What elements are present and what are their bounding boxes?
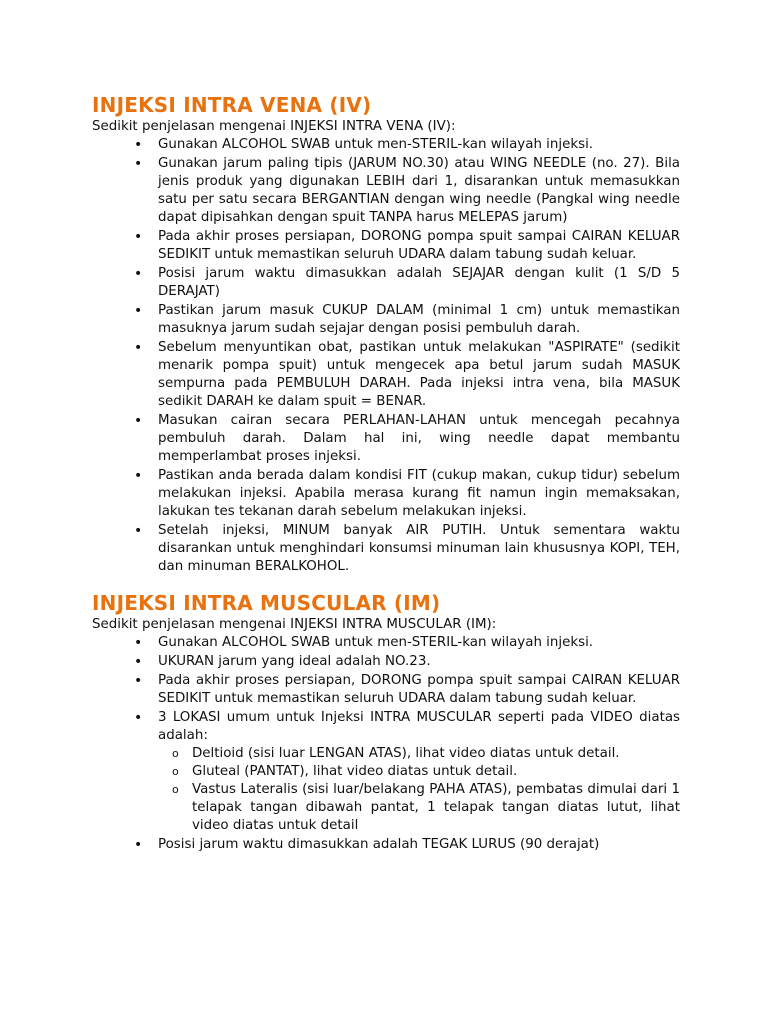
- list-item: [134, 709, 680, 835]
- section-heading: INJEKSI INTRA VENA (IV): [92, 93, 372, 117]
- list-item-text: Gunakan ALCOHOL SWAB untuk men-STERIL-kan wilayah injeksi.: [158, 137, 594, 152]
- list-item-text: Gunakan ALCOHOL SWAB untuk men-STERIL-kan wilayah injeksi.: [158, 635, 594, 650]
- bullet-icon: •: [134, 523, 143, 539]
- list-item: [134, 836, 680, 854]
- list-item: [134, 228, 680, 264]
- list-item: [134, 412, 680, 466]
- bullet-icon: •: [134, 413, 143, 429]
- list-item: [134, 136, 680, 154]
- list-item-text: Masukan cairan secara PERLAHAN-LAHAN untuk mencegah pecahnya pembuluh darah. Dalam hal ini, wing needle dapat membantu memperlambat proses injeksi.: [158, 413, 680, 464]
- bullet-list: [92, 634, 680, 854]
- list-item-text: Posisi jarum waktu dimasukkan adalah SEJAJAR dengan kulit (1 S/D 5 DERAJAT): [158, 266, 680, 299]
- document-page: [92, 92, 680, 855]
- bullet-icon: •: [134, 229, 143, 245]
- list-item: [134, 302, 680, 338]
- sub-list-item: [172, 763, 680, 781]
- section-intra-vena: [92, 92, 680, 576]
- bullet-icon: •: [134, 837, 143, 853]
- sub-list-item-text: Gluteal (PANTAT), lihat video diatas untuk detail.: [192, 764, 518, 779]
- bullet-icon: •: [134, 137, 143, 153]
- circle-bullet-icon: o: [172, 747, 179, 760]
- list-item: [134, 672, 680, 708]
- circle-bullet-icon: o: [172, 783, 179, 796]
- bullet-icon: •: [134, 303, 143, 319]
- list-item-text: Gunakan jarum paling tipis (JARUM NO.30) atau WING NEEDLE (no. 27). Bila jenis produk yang digunakan LEBIH dari 1, disarankan untuk memasukkan satu per satu secara BERGANTIAN dengan wing needle (Pangkal wing needle dapat dipisahkan dengan spuit TANPA harus MELEPAS jarum): [158, 156, 680, 225]
- list-item: [134, 339, 680, 411]
- sub-bullet-list: [158, 745, 680, 835]
- list-item: [134, 653, 680, 671]
- list-item-text: Pada akhir proses persiapan, DORONG pompa spuit sampai CAIRAN KELUAR SEDIKIT untuk memastikan seluruh UDARA dalam tabung sudah keluar.: [158, 673, 680, 706]
- bullet-icon: •: [134, 654, 143, 670]
- list-item-text: Sebelum menyuntikan obat, pastikan untuk melakukan "ASPIRATE" (sedikit menarik pompa spuit) untuk mengecek apa betul jarum sudah MASUK sempurna pada PEMBULUH DARAH. Pada injeksi intra vena, bila MASUK sedikit DARAH ke dalam spuit = BENAR.: [158, 340, 680, 409]
- list-item: [134, 522, 680, 576]
- section-intro: Sedikit penjelasan mengenai INJEKSI INTRA MUSCULAR (IM):: [92, 617, 497, 632]
- list-item-text: Pastikan anda berada dalam kondisi FIT (cukup makan, cukup tidur) sebelum melakukan injeksi. Apabila merasa kurang fit namun ingin memaksakan, lakukan tes tekanan darah sebelum melakukan injeksi.: [158, 468, 680, 519]
- list-item-text: UKURAN jarum yang ideal adalah NO.23.: [158, 654, 431, 669]
- list-item: [134, 265, 680, 301]
- list-item-text: Posisi jarum waktu dimasukkan adalah TEGAK LURUS (90 derajat): [158, 837, 600, 852]
- list-item-text: Pada akhir proses persiapan, DORONG pompa spuit sampai CAIRAN KELUAR SEDIKIT untuk memastikan seluruh UDARA dalam tabung sudah keluar.: [158, 229, 680, 262]
- sub-list-item: [172, 745, 680, 763]
- sub-list-item-text: Vastus Lateralis (sisi luar/belakang PAHA ATAS), pembatas dimulai dari 1 telapak tangan dibawah pantat, 1 telapak tangan diatas lutut, lihat video diatas untuk detail: [192, 782, 680, 833]
- sub-list-item-text: Deltioid (sisi luar LENGAN ATAS), lihat video diatas untuk detail.: [192, 746, 620, 761]
- bullet-list: [92, 136, 680, 576]
- bullet-icon: •: [134, 673, 143, 689]
- list-item-text: 3 LOKASI umum untuk Injeksi INTRA MUSCULAR seperti pada VIDEO diatas adalah:: [158, 710, 680, 743]
- bullet-icon: •: [134, 468, 143, 484]
- list-item-text: Setelah injeksi, MINUM banyak AIR PUTIH. Untuk sementara waktu disarankan untuk menghindari konsumsi minuman lain khususnya KOPI, TEH, dan minuman BERALKOHOL.: [158, 523, 680, 574]
- list-item: [134, 634, 680, 652]
- section-intra-muscular: [92, 590, 680, 854]
- bullet-icon: •: [134, 635, 143, 651]
- bullet-icon: •: [134, 710, 143, 726]
- circle-bullet-icon: o: [172, 765, 179, 778]
- section-intro: Sedikit penjelasan mengenai INJEKSI INTRA VENA (IV):: [92, 119, 456, 134]
- list-item: [134, 155, 680, 227]
- bullet-icon: •: [134, 156, 143, 172]
- bullet-icon: •: [134, 340, 143, 356]
- sub-list-item: [172, 781, 680, 835]
- list-item: [134, 467, 680, 521]
- list-item-text: Pastikan jarum masuk CUKUP DALAM (minimal 1 cm) untuk memastikan masuknya jarum sudah sejajar dengan posisi pembuluh darah.: [158, 303, 680, 336]
- section-heading: INJEKSI INTRA MUSCULAR (IM): [92, 591, 441, 615]
- bullet-icon: •: [134, 266, 143, 282]
